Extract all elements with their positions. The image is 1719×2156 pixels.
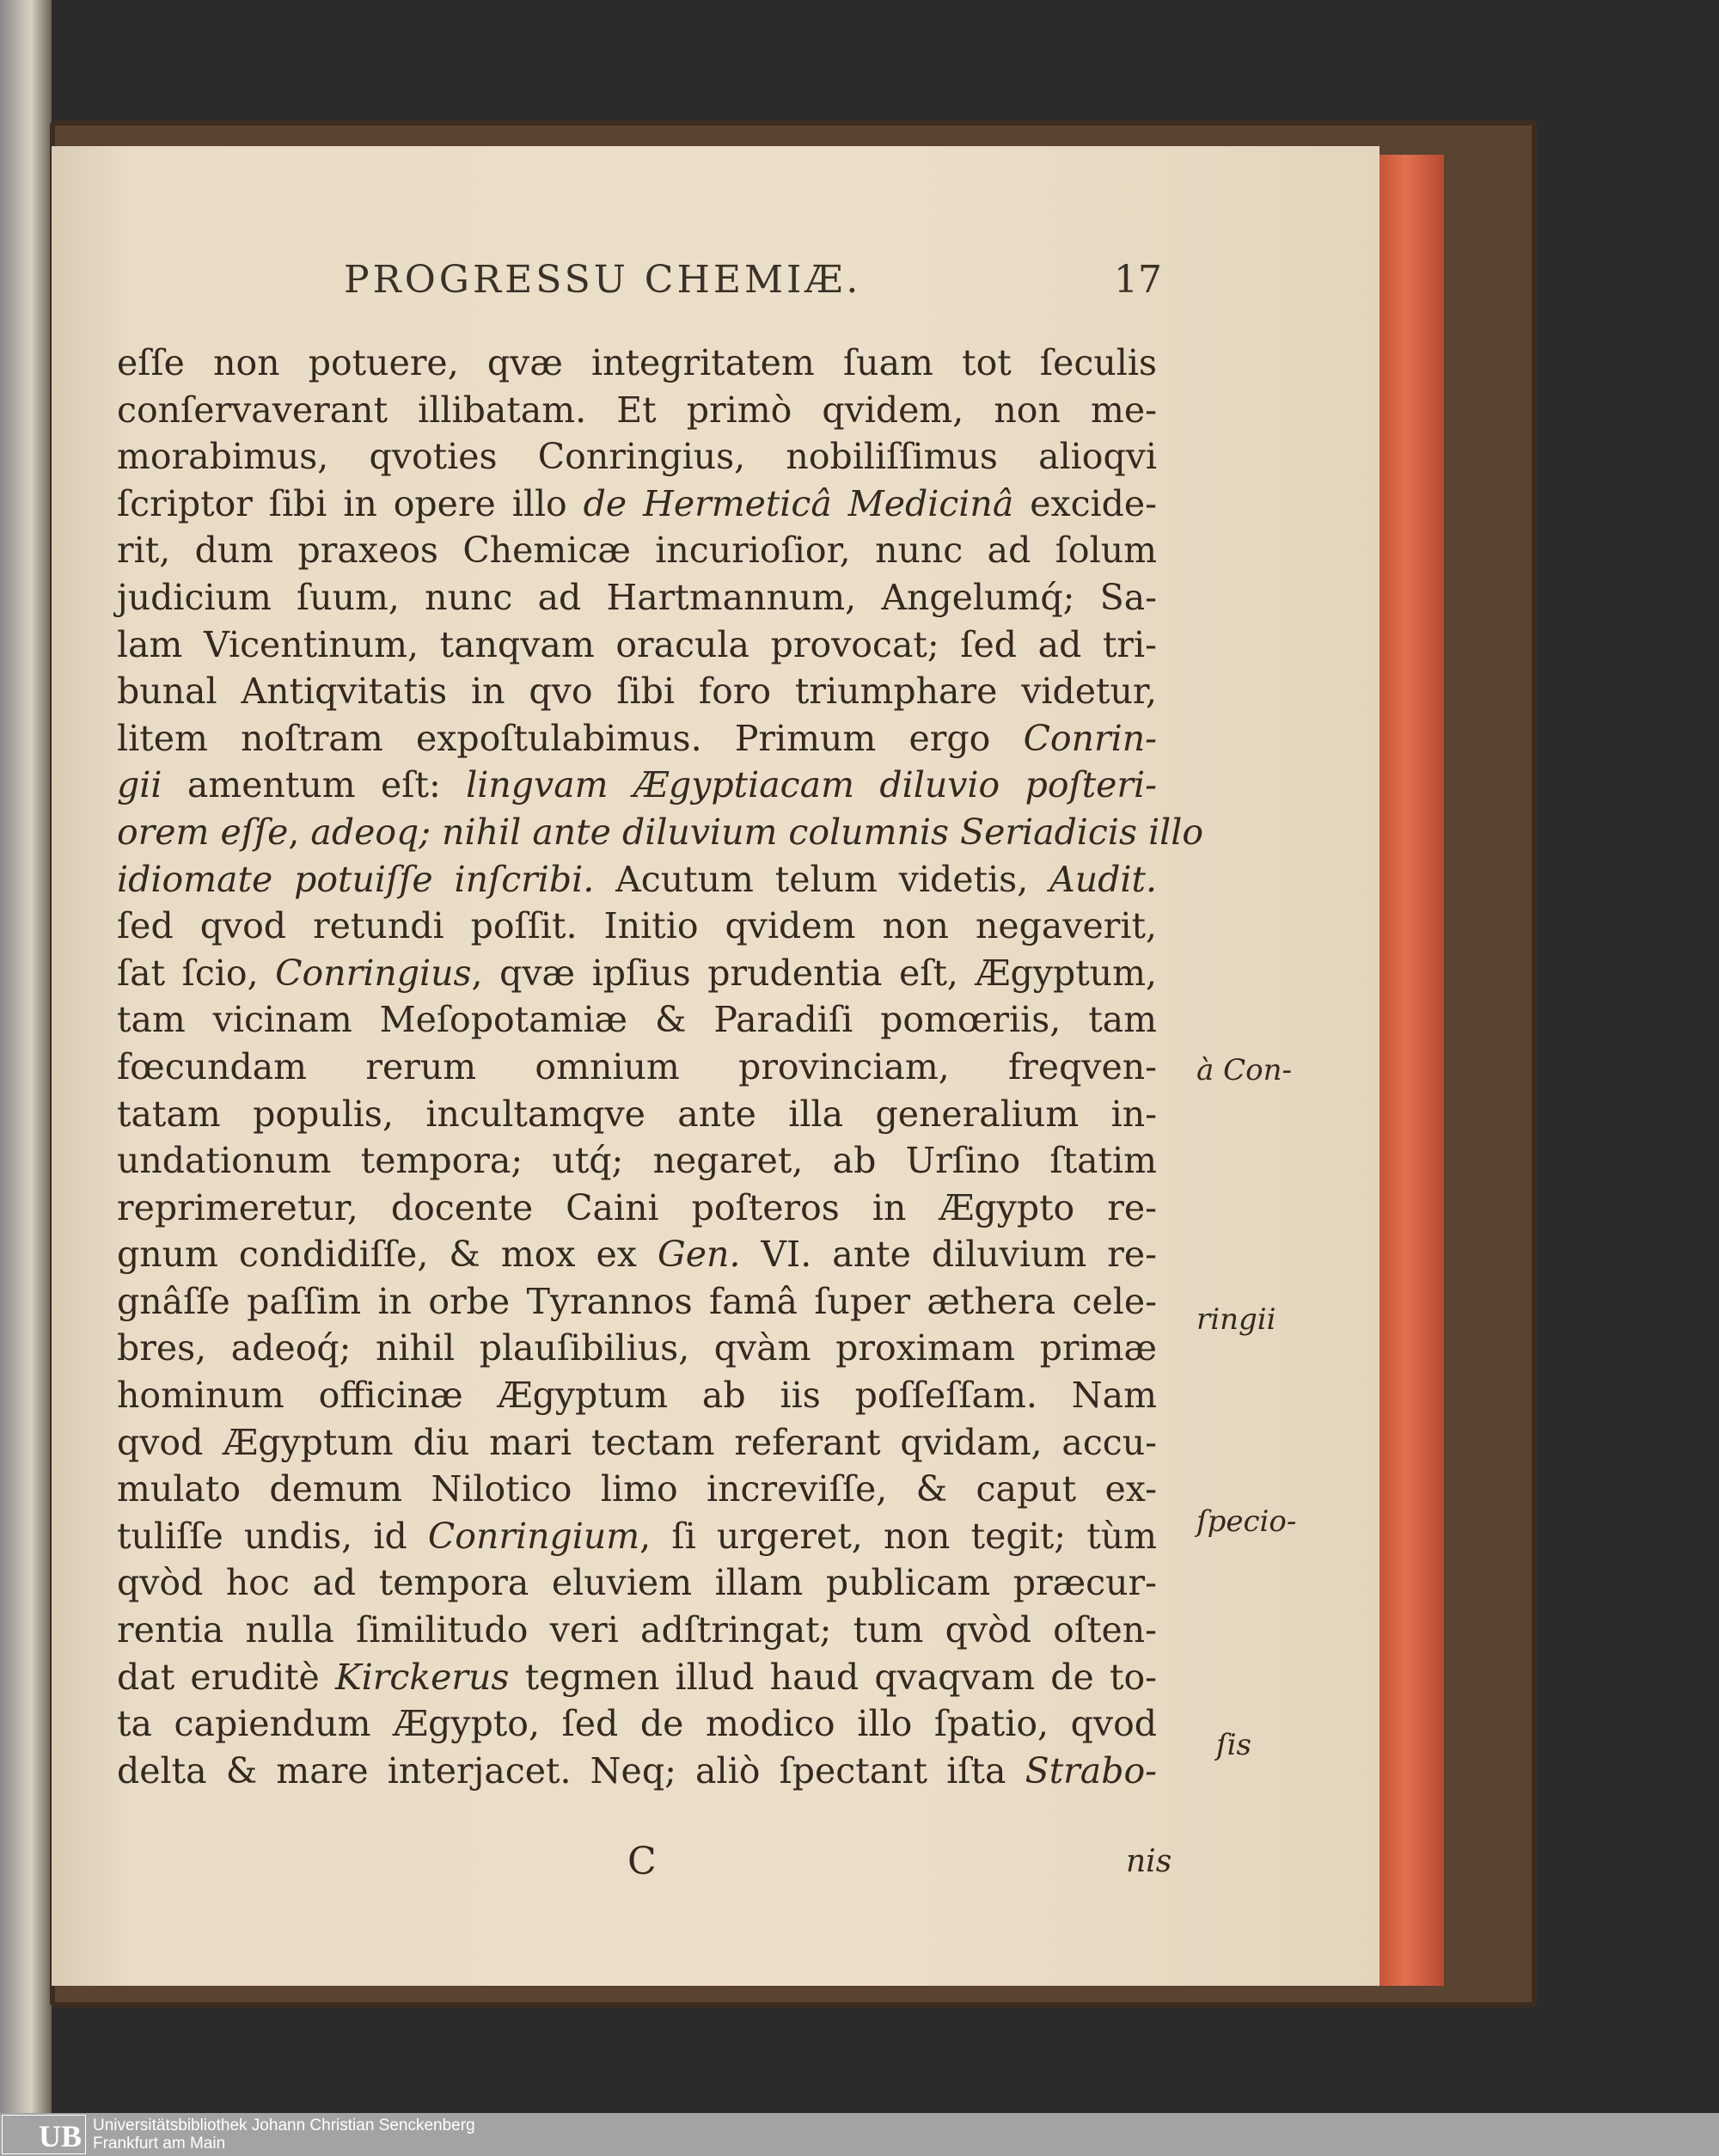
- ub-logo: [2, 2115, 86, 2154]
- body-text: [117, 340, 1204, 1794]
- italic-text: Conringius: [275, 952, 472, 994]
- italic-text: de Hermeticâ Medicinâ: [583, 482, 1014, 524]
- text-line: [117, 856, 1157, 903]
- italic-text: gii: [117, 764, 162, 806]
- text-segment: rentia nulla ſimilitudo veri adſtringat; tum qvòd oſten-: [117, 1609, 1157, 1651]
- text-line: [117, 387, 1157, 434]
- text-segment: qvod Ægyptum diu mari tectam referant qvidam, accu-: [117, 1421, 1157, 1463]
- text-line: [117, 1185, 1157, 1232]
- italic-text: Conringium: [427, 1515, 640, 1557]
- text-segment: litem noſtram expoſtulabimus. Primum ergo: [117, 717, 1024, 759]
- text-line: [117, 340, 1157, 387]
- margin-note: ringii: [1196, 1302, 1276, 1337]
- text-segment: Acutum telum videtis,: [594, 858, 1050, 900]
- text-segment: tam vicinam Meſopotamiæ & Paradiſi pomœriis, tam: [117, 999, 1157, 1041]
- text-segment: mulato demum Nilotico limo increviſſe, & caput ex-: [117, 1468, 1157, 1510]
- text-line: [117, 903, 1157, 950]
- text-segment: judicium ſuum, nunc ad Hartmannum, Angelumq́; Sa-: [117, 576, 1157, 618]
- text-segment: , qvæ ipſius prudentia eſt, Ægyptum,: [471, 952, 1157, 994]
- text-segment: ta capiendum Ægypto, ſed de modico illo ſpatio, qvod: [117, 1703, 1157, 1745]
- italic-text: lingvam Ægyptiacam diluvio poſteri-: [466, 764, 1157, 806]
- text-line: [117, 1278, 1157, 1326]
- text-line: [117, 1654, 1157, 1701]
- text-segment: hominum officinæ Ægyptum ab iis poſſeſſam. Nam: [117, 1375, 1157, 1417]
- text-line: [117, 1091, 1157, 1138]
- italic-text: idiomate potuiſſe inſcribi.: [117, 858, 595, 900]
- text-segment: reprimeretur, docente Caini poſteros in Ægypto re-: [117, 1186, 1157, 1228]
- text-line: [117, 1231, 1157, 1278]
- margin-note: ſis: [1216, 1728, 1251, 1762]
- text-line: [117, 481, 1157, 528]
- text-segment: , ſi urgeret, non tegit; tùm: [639, 1515, 1157, 1557]
- page-number: 17: [1114, 258, 1162, 302]
- text-segment: morabimus, qvoties Conringius, nobiliſſimus alioqvi: [117, 436, 1157, 478]
- margin-note: à Con-: [1196, 1053, 1292, 1087]
- text-line: [117, 1513, 1157, 1560]
- italic-text: Audit.: [1049, 858, 1157, 900]
- text-segment: amentum eſt:: [162, 764, 467, 806]
- italic-text: orem eſſe: [117, 811, 289, 853]
- italic-text: adeoq; nihil ante diluvium columnis Seriadicis illo: [310, 811, 1204, 853]
- text-line: [117, 1607, 1157, 1654]
- text-line: [117, 996, 1157, 1044]
- text-line: [117, 433, 1157, 481]
- text-segment: bunal Antiqvitatis in qvo ſibi foro triumphare videtur,: [117, 671, 1157, 713]
- text-line: [117, 1372, 1157, 1419]
- text-line: [117, 1700, 1157, 1748]
- red-page-edges: [1379, 155, 1444, 1986]
- text-segment: dat eruditè: [117, 1656, 335, 1698]
- text-segment: tegmen illud haud qvaqvam de to-: [509, 1656, 1157, 1698]
- text-segment: gnum condidiſſe, & mox ex: [117, 1234, 658, 1276]
- text-segment: gnâſſe paſſim in orbe Tyrannos famâ ſuper æthera cele-: [117, 1280, 1157, 1322]
- italic-text: Strabo-: [1025, 1749, 1157, 1792]
- text-segment: conſervaverant illibatam. Et primò qvidem, non me-: [117, 389, 1157, 431]
- margin-note: ſpecio-: [1196, 1504, 1297, 1539]
- text-segment: ſat ſcio,: [117, 952, 276, 994]
- library-city: Frankfurt am Main: [93, 2135, 226, 2153]
- text-segment: VI. ante diluvium re-: [740, 1234, 1157, 1276]
- italic-text: Conrin-: [1023, 717, 1157, 759]
- text-line: [117, 1419, 1157, 1467]
- text-segment: fœcundam rerum omnium provinciam, freqven-: [117, 1045, 1157, 1087]
- catchword: nis: [1126, 1844, 1172, 1879]
- text-line: [117, 950, 1157, 997]
- text-segment: qvòd hoc ad tempora eluviem illam publicam præcur-: [117, 1562, 1157, 1604]
- italic-text: Kirckerus: [335, 1656, 510, 1698]
- text-line: [117, 1466, 1157, 1513]
- text-segment: ,: [288, 811, 311, 853]
- text-line: [117, 574, 1157, 622]
- library-name: Universitätsbibliothek Johann Christian Senckenberg: [93, 2116, 475, 2135]
- text-segment: tatam populis, incultamqve ante illa generalium in-: [117, 1093, 1157, 1135]
- logo-text: UB: [38, 2119, 82, 2153]
- text-segment: ſed qvod retundi poſſit. Initio qvidem non negaverit,: [117, 905, 1157, 947]
- text-segment: excide-: [1013, 482, 1158, 524]
- adjacent-page-edge: [0, 0, 52, 2113]
- text-line: [117, 1044, 1157, 1091]
- text-line: [117, 1748, 1157, 1795]
- text-line: [117, 715, 1157, 763]
- text-segment: undationum tempora; utq́; negaret, ab Urſino ſtatim: [117, 1140, 1157, 1182]
- text-segment: eſſe non potuere, qvæ integritatem ſuam tot ſeculis: [117, 342, 1157, 383]
- running-title: PROGRESSU CHEMIÆ.: [344, 258, 862, 302]
- signature-mark: C: [627, 1840, 657, 1883]
- text-line: [117, 1559, 1157, 1607]
- italic-text: Gen.: [657, 1234, 741, 1276]
- text-line: [117, 1137, 1157, 1185]
- text-segment: delta & mare interjacet. Neq; aliò ſpectant iſta: [117, 1749, 1025, 1792]
- text-segment: rit, dum praxeos Chemicæ incurioſior, nunc ad ſolum: [117, 530, 1157, 572]
- text-line: [117, 622, 1157, 669]
- text-line: [117, 668, 1157, 715]
- text-segment: lam Vicentinum, tanqvam oracula provocat; ſed ad tri-: [117, 623, 1157, 665]
- text-segment: ſcriptor ſibi in opere illo: [117, 482, 584, 524]
- text-line: [117, 527, 1157, 574]
- text-line: [117, 809, 1204, 856]
- text-segment: tuliſſe undis, id: [117, 1515, 428, 1557]
- text-line: [117, 1325, 1157, 1372]
- text-line: [117, 762, 1157, 809]
- text-segment: bres, adeoq́; nihil plauſibilius, qvàm proximam primæ: [117, 1327, 1157, 1369]
- library-footer: [0, 2113, 1719, 2156]
